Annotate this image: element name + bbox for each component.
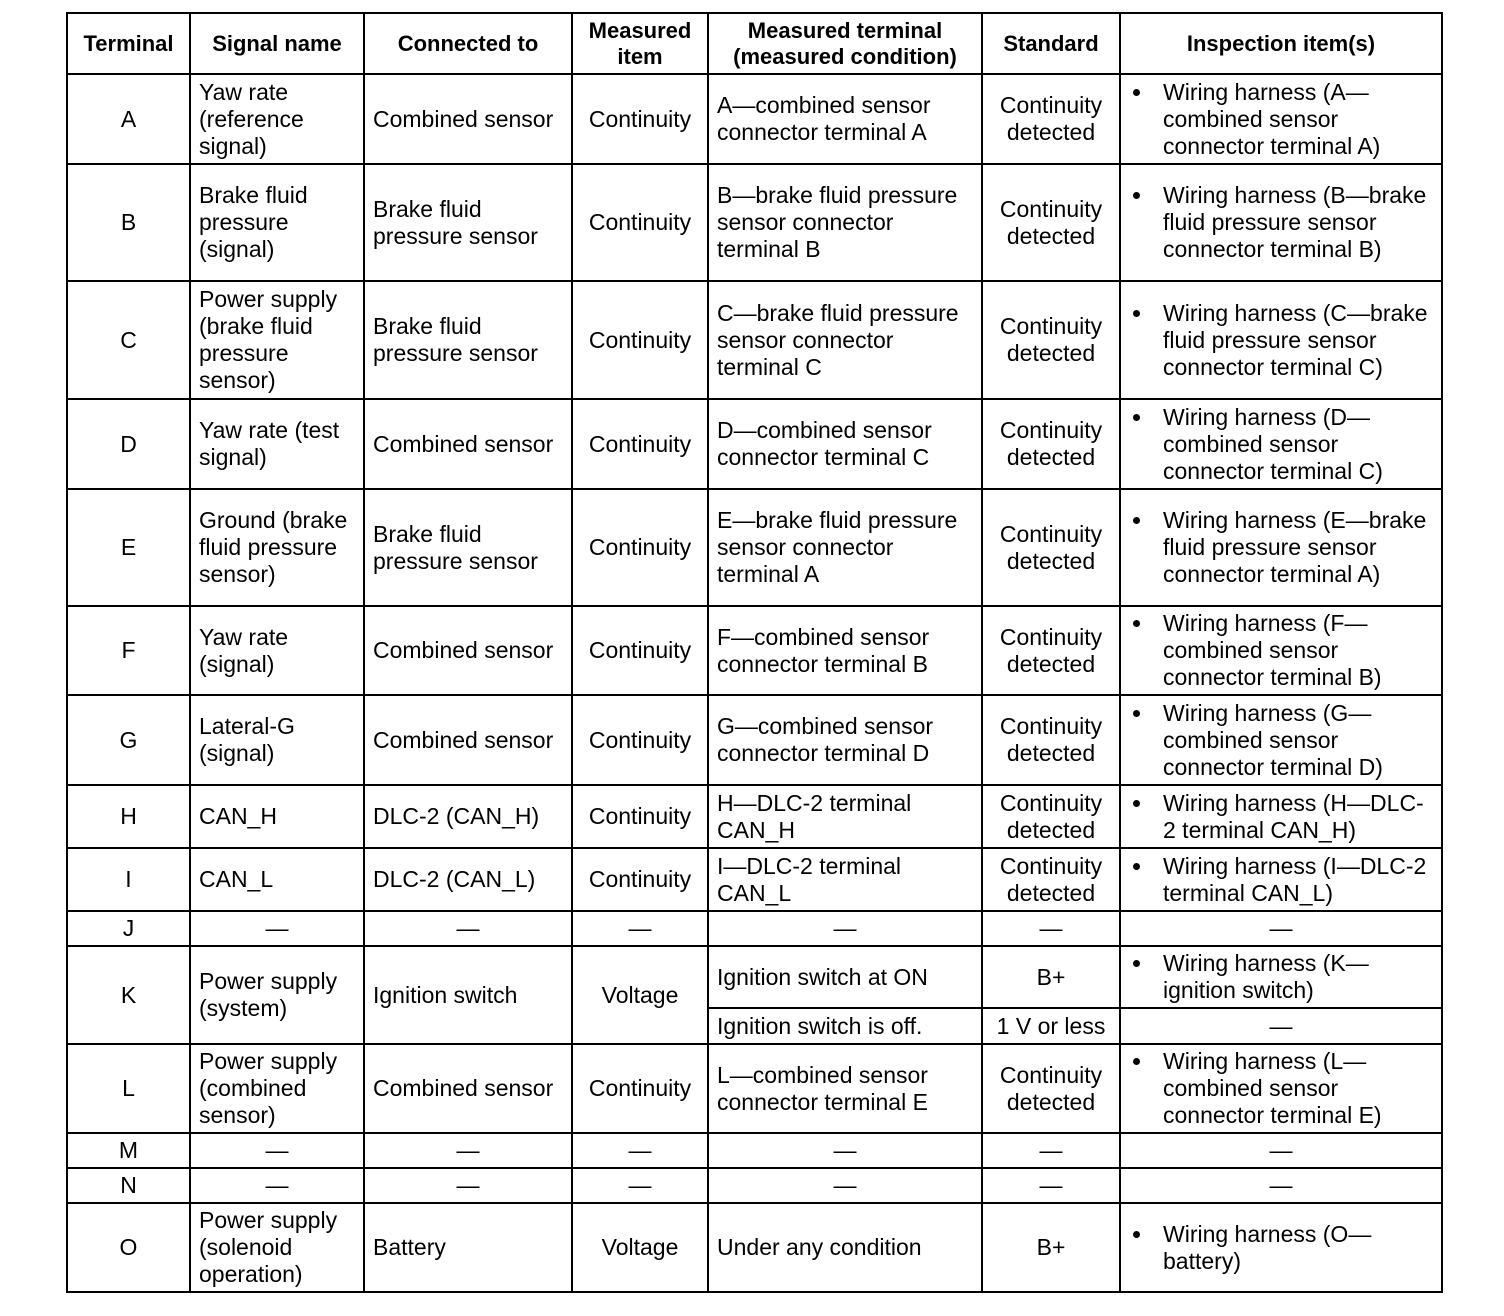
measured-terminal-cell: Ignition switch at ON bbox=[708, 946, 982, 1008]
inspection-cell: — bbox=[1120, 1008, 1442, 1044]
signal-cell: CAN_L bbox=[190, 848, 364, 911]
measured-terminal-cell: A—combined sensor connector terminal A bbox=[708, 74, 982, 164]
standard-cell: — bbox=[982, 1168, 1120, 1203]
signal-cell: — bbox=[190, 911, 364, 946]
table-row bbox=[67, 1133, 1442, 1168]
connected-cell: Brake fluid pressure sensor bbox=[364, 281, 572, 399]
measured-item-cell: Continuity bbox=[572, 848, 708, 911]
signal-cell: — bbox=[190, 1133, 364, 1168]
signal-cell: Power supply (brake fluid pressure sensor) bbox=[190, 281, 364, 399]
terminal-cell: N bbox=[67, 1168, 190, 1203]
measured-terminal-cell: Ignition switch is off. bbox=[708, 1008, 982, 1044]
inspection-item: Wiring harness (G—combined sensor connector terminal D) bbox=[1125, 700, 1435, 781]
standard-cell: — bbox=[982, 1133, 1120, 1168]
inspection-item: Wiring harness (I—DLC-2 terminal CAN_L) bbox=[1125, 853, 1435, 907]
measured-item-cell: Continuity bbox=[572, 695, 708, 785]
standard-cell: B+ bbox=[982, 946, 1120, 1008]
header-signal-name: Signal name bbox=[190, 13, 364, 74]
measured-item-cell: Continuity bbox=[572, 281, 708, 399]
table-row bbox=[67, 399, 1442, 489]
connected-cell: DLC-2 (CAN_L) bbox=[364, 848, 572, 911]
inspection-cell: — bbox=[1120, 1133, 1442, 1168]
table-row bbox=[67, 911, 1442, 946]
signal-cell: Brake fluid pressure (signal) bbox=[190, 164, 364, 281]
standard-cell: B+ bbox=[982, 1203, 1120, 1292]
terminal-cell: F bbox=[67, 606, 190, 695]
measured-terminal-cell: E—brake fluid pressure sensor connector terminal A bbox=[708, 489, 982, 606]
inspection-cell bbox=[1120, 399, 1442, 489]
connected-cell: Brake fluid pressure sensor bbox=[364, 489, 572, 606]
measured-terminal-cell: G—combined sensor connector terminal D bbox=[708, 695, 982, 785]
table-row bbox=[67, 848, 1442, 911]
signal-cell: Lateral-G (signal) bbox=[190, 695, 364, 785]
measured-terminal-cell: Under any condition bbox=[708, 1203, 982, 1292]
measured-item-cell: Continuity bbox=[572, 1044, 708, 1133]
measured-item-cell: Voltage bbox=[572, 946, 708, 1044]
signal-cell: Ground (brake fluid pressure sensor) bbox=[190, 489, 364, 606]
measured-terminal-cell: — bbox=[708, 1133, 982, 1168]
header-connected-to: Connected to bbox=[364, 13, 572, 74]
signal-cell: CAN_H bbox=[190, 785, 364, 848]
connected-cell: Combined sensor bbox=[364, 399, 572, 489]
signal-cell: Yaw rate (reference signal) bbox=[190, 74, 364, 164]
terminal-cell: C bbox=[67, 281, 190, 399]
measured-terminal-cell: D—combined sensor connector terminal C bbox=[708, 399, 982, 489]
signal-cell: Yaw rate (test signal) bbox=[190, 399, 364, 489]
inspection-item: Wiring harness (B—brake fluid pressure sensor connector terminal B) bbox=[1125, 182, 1435, 263]
connected-cell: DLC-2 (CAN_H) bbox=[364, 785, 572, 848]
inspection-cell: — bbox=[1120, 1168, 1442, 1203]
terminal-cell: L bbox=[67, 1044, 190, 1133]
connected-cell: — bbox=[364, 911, 572, 946]
standard-cell: Continuity detected bbox=[982, 848, 1120, 911]
standard-cell: Continuity detected bbox=[982, 606, 1120, 695]
standard-cell: 1 V or less bbox=[982, 1008, 1120, 1044]
measured-item-cell: Voltage bbox=[572, 1203, 708, 1292]
signal-cell: — bbox=[190, 1168, 364, 1203]
table-row bbox=[67, 946, 1442, 1008]
measured-terminal-cell: L—combined sensor connector terminal E bbox=[708, 1044, 982, 1133]
measured-terminal-cell: F—combined sensor connector terminal B bbox=[708, 606, 982, 695]
table-row bbox=[67, 74, 1442, 164]
connected-cell: Combined sensor bbox=[364, 695, 572, 785]
table-row bbox=[67, 1044, 1442, 1133]
measured-terminal-cell: H—DLC-2 terminal CAN_H bbox=[708, 785, 982, 848]
inspection-cell bbox=[1120, 164, 1442, 281]
measured-item-cell: Continuity bbox=[572, 606, 708, 695]
inspection-item: Wiring harness (D—combined sensor connector terminal C) bbox=[1125, 404, 1435, 485]
table-row bbox=[67, 164, 1442, 281]
terminal-cell: G bbox=[67, 695, 190, 785]
table-row bbox=[67, 785, 1442, 848]
standard-cell: Continuity detected bbox=[982, 281, 1120, 399]
measured-terminal-cell: B—brake fluid pressure sensor connector terminal B bbox=[708, 164, 982, 281]
terminal-cell: I bbox=[67, 848, 190, 911]
standard-cell: Continuity detected bbox=[982, 695, 1120, 785]
standard-cell: — bbox=[982, 911, 1120, 946]
standard-cell: Continuity detected bbox=[982, 785, 1120, 848]
measured-item-cell: Continuity bbox=[572, 785, 708, 848]
terminal-cell: A bbox=[67, 74, 190, 164]
inspection-cell bbox=[1120, 848, 1442, 911]
table-row bbox=[67, 695, 1442, 785]
header-measured-item: Measured item bbox=[572, 13, 708, 74]
inspection-item: Wiring harness (F—combined sensor connector terminal B) bbox=[1125, 610, 1435, 691]
measured-item-cell: — bbox=[572, 1168, 708, 1203]
measured-item-cell: Continuity bbox=[572, 489, 708, 606]
connected-cell: Ignition switch bbox=[364, 946, 572, 1044]
table-row bbox=[67, 1168, 1442, 1203]
standard-cell: Continuity detected bbox=[982, 74, 1120, 164]
measured-terminal-cell: — bbox=[708, 1168, 982, 1203]
table-row bbox=[67, 1203, 1442, 1292]
inspection-item: Wiring harness (H—DLC-2 terminal CAN_H) bbox=[1125, 790, 1435, 844]
connected-cell: Combined sensor bbox=[364, 606, 572, 695]
terminal-cell: B bbox=[67, 164, 190, 281]
measured-item-cell: Continuity bbox=[572, 399, 708, 489]
header-standard: Standard bbox=[982, 13, 1120, 74]
connected-cell: Combined sensor bbox=[364, 1044, 572, 1133]
standard-cell: Continuity detected bbox=[982, 489, 1120, 606]
connected-cell: Brake fluid pressure sensor bbox=[364, 164, 572, 281]
measured-item-cell: Continuity bbox=[572, 164, 708, 281]
inspection-cell bbox=[1120, 695, 1442, 785]
header-row bbox=[67, 13, 1442, 74]
inspection-item: Wiring harness (L—combined sensor connector terminal E) bbox=[1125, 1048, 1435, 1129]
measured-item-cell: — bbox=[572, 911, 708, 946]
inspection-cell bbox=[1120, 1044, 1442, 1133]
standard-cell: Continuity detected bbox=[982, 164, 1120, 281]
inspection-item: Wiring harness (K—ignition switch) bbox=[1125, 950, 1435, 1004]
inspection-cell bbox=[1120, 489, 1442, 606]
measured-terminal-cell: — bbox=[708, 911, 982, 946]
connected-cell: — bbox=[364, 1133, 572, 1168]
inspection-item: Wiring harness (O—battery) bbox=[1125, 1221, 1435, 1275]
measured-terminal-cell: C—brake fluid pressure sensor connector terminal C bbox=[708, 281, 982, 399]
signal-cell: Power supply (solenoid operation) bbox=[190, 1203, 364, 1292]
inspection-cell bbox=[1120, 281, 1442, 399]
inspection-item: Wiring harness (A—combined sensor connector terminal A) bbox=[1125, 79, 1435, 160]
measured-item-cell: — bbox=[572, 1133, 708, 1168]
inspection-item: Wiring harness (E—brake fluid pressure sensor connector terminal A) bbox=[1125, 507, 1435, 588]
measured-terminal-cell: I—DLC-2 terminal CAN_L bbox=[708, 848, 982, 911]
header-measured-terminal: Measured terminal (measured condition) bbox=[708, 13, 982, 74]
inspection-cell bbox=[1120, 74, 1442, 164]
terminal-cell: J bbox=[67, 911, 190, 946]
inspection-cell bbox=[1120, 1203, 1442, 1292]
inspection-item: Wiring harness (C—brake fluid pressure sensor connector terminal C) bbox=[1125, 300, 1435, 381]
terminal-cell: E bbox=[67, 489, 190, 606]
measured-item-cell: Continuity bbox=[572, 74, 708, 164]
table-row bbox=[67, 606, 1442, 695]
signal-cell: Power supply (system) bbox=[190, 946, 364, 1044]
inspection-cell bbox=[1120, 785, 1442, 848]
terminal-cell: M bbox=[67, 1133, 190, 1168]
inspection-cell bbox=[1120, 606, 1442, 695]
terminal-cell: D bbox=[67, 399, 190, 489]
terminal-cell: H bbox=[67, 785, 190, 848]
standard-cell: Continuity detected bbox=[982, 1044, 1120, 1133]
connected-cell: Battery bbox=[364, 1203, 572, 1292]
signal-cell: Power supply (combined sensor) bbox=[190, 1044, 364, 1133]
inspection-cell bbox=[1120, 946, 1442, 1008]
table-row bbox=[67, 281, 1442, 399]
terminal-cell: O bbox=[67, 1203, 190, 1292]
terminal-inspection-table bbox=[66, 12, 1443, 1293]
header-terminal: Terminal bbox=[67, 13, 190, 74]
table-row bbox=[67, 489, 1442, 606]
inspection-cell: — bbox=[1120, 911, 1442, 946]
connected-cell: Combined sensor bbox=[364, 74, 572, 164]
header-inspection: Inspection item(s) bbox=[1120, 13, 1442, 74]
terminal-cell: K bbox=[67, 946, 190, 1044]
connected-cell: — bbox=[364, 1168, 572, 1203]
standard-cell: Continuity detected bbox=[982, 399, 1120, 489]
signal-cell: Yaw rate (signal) bbox=[190, 606, 364, 695]
